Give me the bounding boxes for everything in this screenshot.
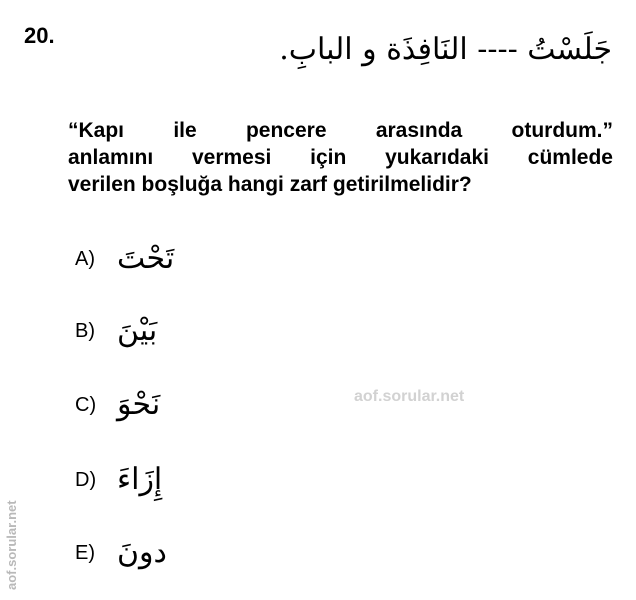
option-c[interactable] [75,380,160,430]
watermark-center: aof.sorular.net [354,388,465,405]
option-c-letter: C) [75,393,97,416]
prompt-line-3: verilen boşluğa hangi zarf getirilmelidir? [68,173,472,196]
option-a-text: تَحْتَ [117,241,175,276]
prompt-line-2: anlamını vermesi için yukarıdaki cümlede [68,146,613,169]
watermark-side: aof.sorular.net [4,500,19,590]
question-prompt [68,117,613,198]
option-e-letter: E) [75,541,95,564]
option-d[interactable] [75,455,162,505]
option-d-text: إِزَاءَ [117,462,163,497]
option-e-text: دونَ [117,535,167,570]
question-number: 20. [24,23,55,48]
option-b-text: بَيْنَ [117,313,158,348]
option-a-letter: A) [75,247,95,270]
option-d-letter: D) [75,468,97,491]
prompt-line-1: “Kapı ile pencere arasında oturdum.” [68,119,613,142]
option-c-text: نَحْوَ [117,387,161,422]
option-a[interactable] [75,234,174,284]
option-e[interactable] [75,528,167,578]
arabic-sentence: جَلَسْتُ ---- النَافِذَة و البابِ. [279,32,612,67]
option-b[interactable] [75,306,157,356]
option-b-letter: B) [75,319,95,342]
